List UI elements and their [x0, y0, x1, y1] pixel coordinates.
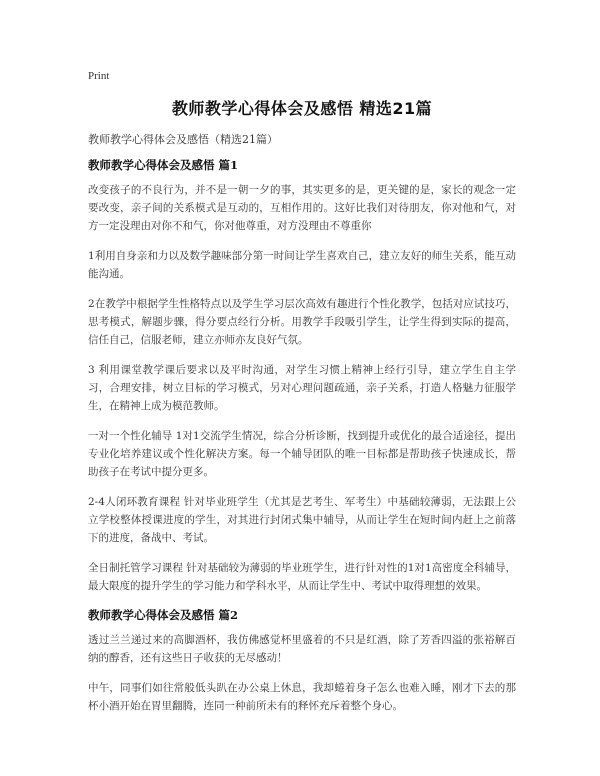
paragraph: 1利用自身亲和力以及数学趣味部分第一时间让学生喜欢自己，建立友好的师生关系，能互动能沟通。: [88, 250, 516, 280]
paragraph: 2-4人闭环教育课程 针对毕业班学生（尤其是艺考生、军考生）中基础较薄弱，无法跟上公立学校整体授课进度的学生，对其进行封闭式集中辅导，从而让学生在短时间内赶上之前落下的进度，备战中、考试。: [88, 496, 516, 544]
section-heading: 教师教学心得体会及感悟 篇1: [88, 158, 239, 172]
document-page: [88, 70, 516, 727]
section-1: [88, 157, 516, 595]
paragraph: 2在教学中根据学生性格特点以及学生学习层次高效有趣进行个性化教学，包括对应试技巧，思考模式，解题步骤，得分要点经行分析。用教学手段吸引学生，让学生得到实际的提高，信任自己，信服老师，建立亦师亦友良好气氛。: [88, 298, 516, 346]
paragraph: 透过兰兰递过来的高脚酒杯，我仿佛感觉杯里盛着的不只是红酒，除了芳香四溢的张裕解百纳的醇香，还有这些日子收获的无尽感动！: [88, 634, 516, 664]
document-subtitle: 教师教学心得体会及感悟（精选21篇）: [88, 133, 278, 146]
paragraph: 一对一个性化辅导 1对1交流学生情况，综合分析诊断，找到提升或优化的最合适途径，提出专业化培养建议或个性化解决方案。每一个辅导团队的唯一目标都是帮助孩子快速成长，帮助孩子在考试中提分更多。: [88, 430, 516, 478]
paragraph: 全日制托管学习课程 针对基础较为薄弱的毕业班学生，进行针对性的1对1高密度全科辅导，最大限度的提升学生的学习能力和学科水平，从而让学生中、考试中取得理想的效果。: [88, 562, 516, 592]
paragraph: 中午，同事们如往常般低头趴在办公桌上休息，我却蜷着身子怎么也难入睡，刚才下去的那杯小酒开始在胃里翻腾，连同一种前所未有的释怀充斥着整个身心。: [88, 682, 516, 712]
paragraph: 改变孩子的不良行为，并不是一朝一夕的事，其实更多的是，更关键的是，家长的观念一定要改变，亲子间的关系模式是互动的，互相作用的。这好比我们对待朋友，你对他和气，对方一定没理由对你不和气，你对他尊重，对方没理由不尊重你: [88, 184, 516, 232]
section-2: [88, 607, 516, 715]
paragraph: 3 利用课堂教学课后要求以及平时沟通，对学生习惯上精神上经行引导，建立学生自主学习，合理安排，树立目标的学习模式，另对心理问题疏通，亲子关系，打造人格魅力征服学生，在精神上成为模范教师。: [88, 364, 516, 412]
page-title: 教师教学心得体会及感悟 精选21篇: [171, 99, 433, 118]
print-link[interactable]: Print: [88, 70, 110, 82]
section-heading: 教师教学心得体会及感悟 篇2: [88, 608, 239, 622]
